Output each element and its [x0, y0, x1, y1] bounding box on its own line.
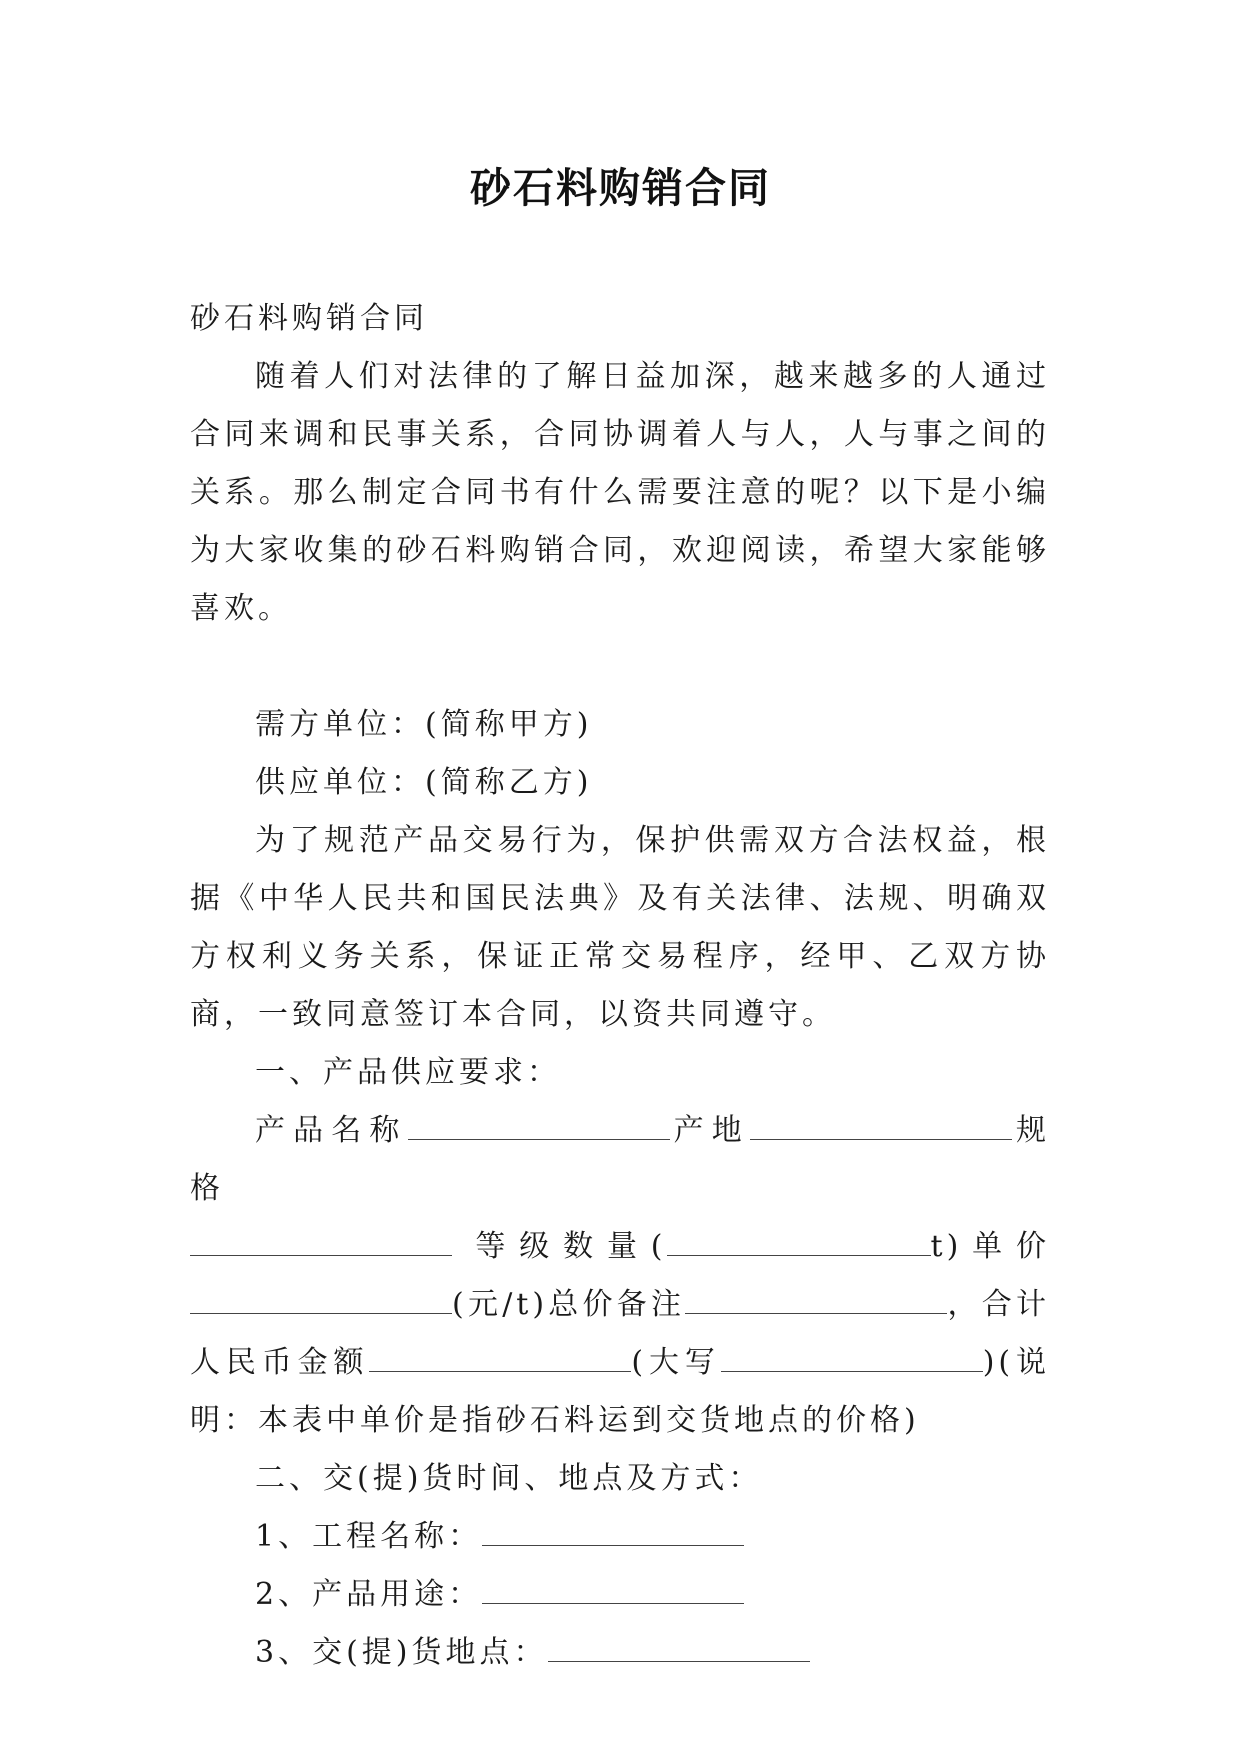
- product-use-blank[interactable]: [482, 1573, 744, 1604]
- product-form-line-2: [190, 1218, 1050, 1276]
- preamble-paragraph: 为了规范产品交易行为，保护供需双方合法权益，根据《中华人民共和国民法典》及有关法律、法规、明确双方权利义务关系，保证正常交易程序，经甲、乙双方协商，一致同意签订本合同，以资共同遵守。: [190, 823, 1050, 1032]
- product-form-line-4: [190, 1334, 1050, 1392]
- paragraph-gap: [190, 638, 1050, 696]
- delivery-place-blank[interactable]: [548, 1631, 810, 1662]
- section1-heading: 一、产品供应要求：: [255, 1055, 561, 1090]
- product-name-label: 产品名称: [255, 1113, 408, 1148]
- total-label: ，合计: [947, 1287, 1051, 1322]
- unit-label: (元/t)总价备注: [452, 1287, 686, 1322]
- rmb-amount-blank[interactable]: [369, 1341, 631, 1372]
- note-open: )(说: [982, 1345, 1050, 1380]
- subtitle-line: 砂石料购销合同: [190, 301, 428, 336]
- remark-blank[interactable]: [685, 1283, 947, 1314]
- product-name-blank[interactable]: [408, 1109, 670, 1140]
- product-form-line-1: [190, 1102, 1050, 1218]
- item3-label: 3、交(提)货地点：: [255, 1635, 548, 1670]
- document-title: 砂石料购销合同: [470, 164, 771, 212]
- seller-line: 供应单位：(简称乙方): [255, 765, 593, 800]
- item1-label: 1、工程名称：: [255, 1519, 483, 1554]
- unit-price-blank[interactable]: [190, 1283, 452, 1314]
- spec-blank[interactable]: [190, 1225, 452, 1256]
- spec-label: 规格: [190, 1113, 1050, 1206]
- item1-line: [190, 1508, 1050, 1566]
- rmb-label: 人民币金额: [190, 1345, 370, 1380]
- grade-qty-label: 等级数量(: [475, 1229, 667, 1264]
- item2-label: 2、产品用途：: [255, 1577, 483, 1612]
- capital-label: (大写: [631, 1345, 721, 1380]
- origin-label: 产地: [669, 1113, 750, 1148]
- ton-label: t)单价: [930, 1229, 1050, 1264]
- quantity-blank[interactable]: [667, 1225, 931, 1256]
- item2-line: [190, 1566, 1050, 1624]
- item3-line: [190, 1624, 1050, 1682]
- origin-blank[interactable]: [750, 1109, 1012, 1140]
- intro-paragraph: 随着人们对法律的了解日益加深，越来越多的人通过合同来调和民事关系，合同协调着人与人，人与事之间的关系。那么制定合同书有什么需要注意的呢？以下是小编为大家收集的砂石料购销合同，欢迎阅读，希望大家能够喜欢。: [190, 359, 1050, 626]
- document-body: [190, 290, 1050, 1682]
- product-form-line-3: [190, 1276, 1050, 1334]
- project-name-blank[interactable]: [482, 1515, 744, 1546]
- capital-amount-blank[interactable]: [721, 1341, 983, 1372]
- product-note: 明：本表中单价是指砂石料运到交货地点的价格): [190, 1403, 920, 1438]
- section2-heading: 二、交(提)货时间、地点及方式：: [255, 1461, 763, 1496]
- buyer-line: 需方单位：(简称甲方): [255, 707, 593, 742]
